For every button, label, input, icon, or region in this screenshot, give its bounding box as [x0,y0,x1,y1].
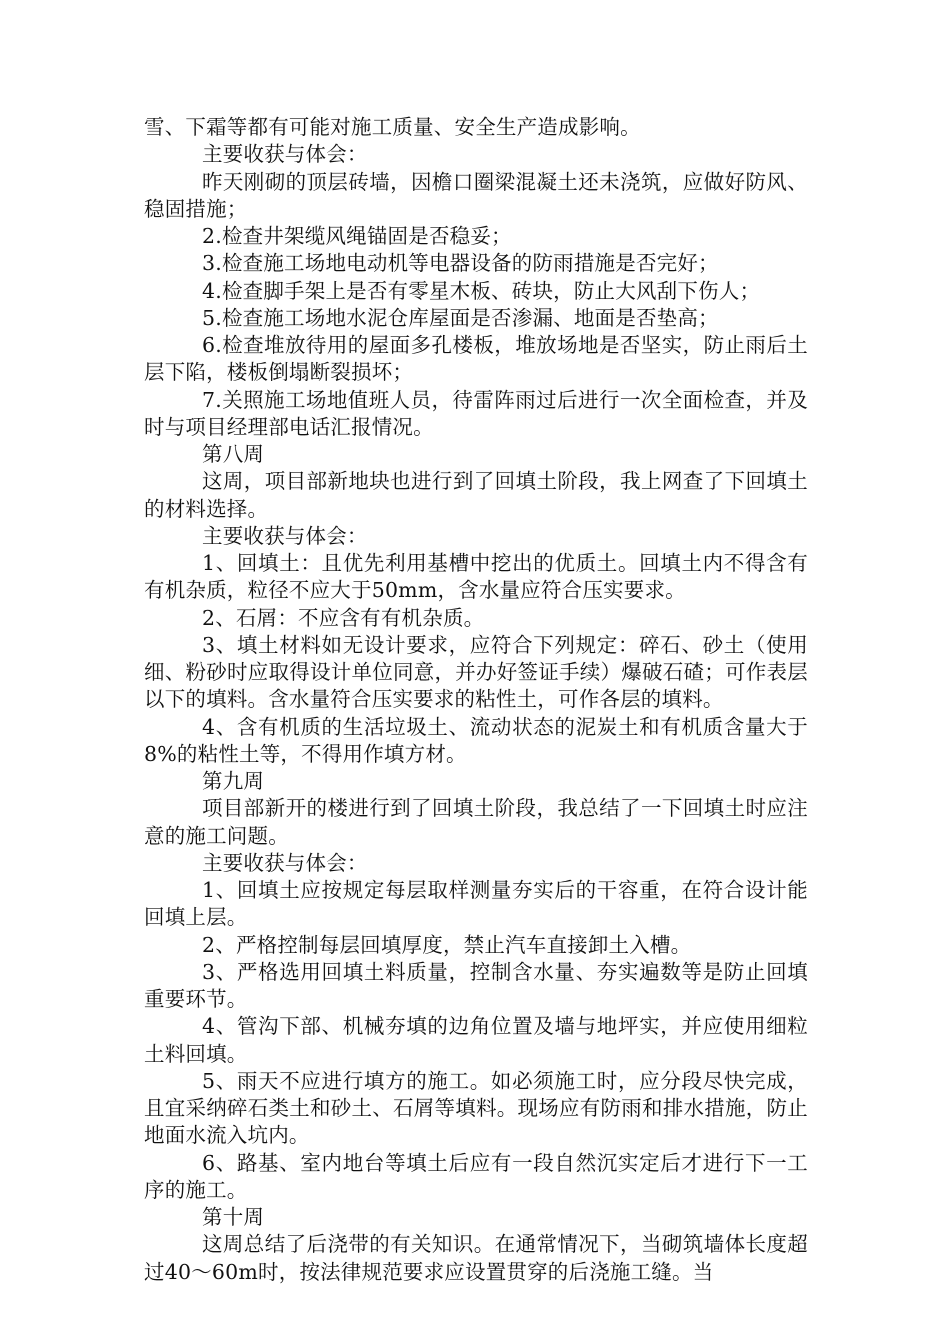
list-item: 2.检查井架缆风绳锚固是否稳妥； [202,224,512,248]
document-page [144,114,808,1286]
list-item: 4.检查脚手架上是否有零星木板、砖块，防止大风刮下伤人； [202,278,761,303]
week-heading: 第九周 [202,769,265,793]
list-item: 5、雨天不应进行填方的施工。如必须施工时，应分段尽快完成，且宜采纳碎石类土和砂土、石屑等填料。现场应有防雨和排水措施，防止地面水流入坑内。 [144,1068,808,1148]
list-item: 1、回填土：且优先利用基槽中挖出的优质土。回填土内不得含有有机杂质，粒径不应大于50mm，含水量应符合压实要求。 [144,551,808,603]
list-item: 5.检查施工场地水泥仓库屋面是否渗漏、地面是否垫高； [202,305,719,330]
list-item: 4、含有机质的生活垃圾土、流动状态的泥炭土和有机质含量大于8%的粘性土等，不得用作填方材。 [144,714,808,766]
week-heading: 第八周 [202,442,265,466]
list-item: 6.检查堆放待用的屋面多孔楼板，堆放场地是否坚实，防止雨后土层下陷，楼板倒塌断裂损坏； [144,333,808,385]
list-item: 2、石屑：不应含有有机杂质。 [202,605,485,630]
list-item: 3、严格选用回填土料质量，控制含水量、夯实遍数等是防止回填重要环节。 [144,959,808,1011]
list-item: 6、路基、室内地台等填土后应有一段自然沉实定后才进行下一工序的施工。 [144,1150,808,1202]
paragraph: 雪、下霜等都有可能对施工质量、安全生产造成影响。 [144,115,641,139]
section-subheading: 主要收获与体会： [202,850,368,875]
section-subheading: 主要收获与体会： [202,523,368,548]
paragraph: 昨天刚砌的顶层砖墙，因檐口圈梁混凝土还未浇筑，应做好防风、稳固措施； [144,169,808,221]
section-subheading: 主要收获与体会： [202,142,368,167]
list-item: 1、回填土应按规定每层取样测量夯实后的干容重，在符合设计能回填上层。 [144,878,808,930]
paragraph: 这周总结了后浇带的有关知识。在通常情况下，当砌筑墙体长度超过40～60m时，按法律规范要求应设置贯穿的后浇施工缝。当 [144,1232,808,1284]
paragraph: 这周，项目部新地块也进行到了回填土阶段，我上网查了下回填土的材料选择。 [144,469,808,521]
list-item: 3.检查施工场地电动机等电器设备的防雨措施是否完好； [202,251,719,276]
list-item: 3、填土材料如无设计要求，应符合下列规定：碎石、砂土（使用细、粉砂时应取得设计单位同意，并办好签证手续）爆破石碴；可作表层以下的填料。含水量符合压实要求的粘性土，可作各层的填料。 [144,632,808,712]
week-heading: 第十周 [202,1205,265,1229]
paragraph: 项目部新开的楼进行到了回填土阶段，我总结了一下回填土时应注意的施工问题。 [144,796,808,848]
list-item: 7.关照施工场地值班人员，待雷阵雨过后进行一次全面检查，并及时与项目经理部电话汇报情况。 [144,387,808,439]
list-item: 2、严格控制每层回填厚度，禁止汽车直接卸土入槽。 [202,932,692,957]
list-item: 4、管沟下部、机械夯填的边角位置及墙与地坪实，并应使用细粒土料回填。 [144,1014,808,1066]
